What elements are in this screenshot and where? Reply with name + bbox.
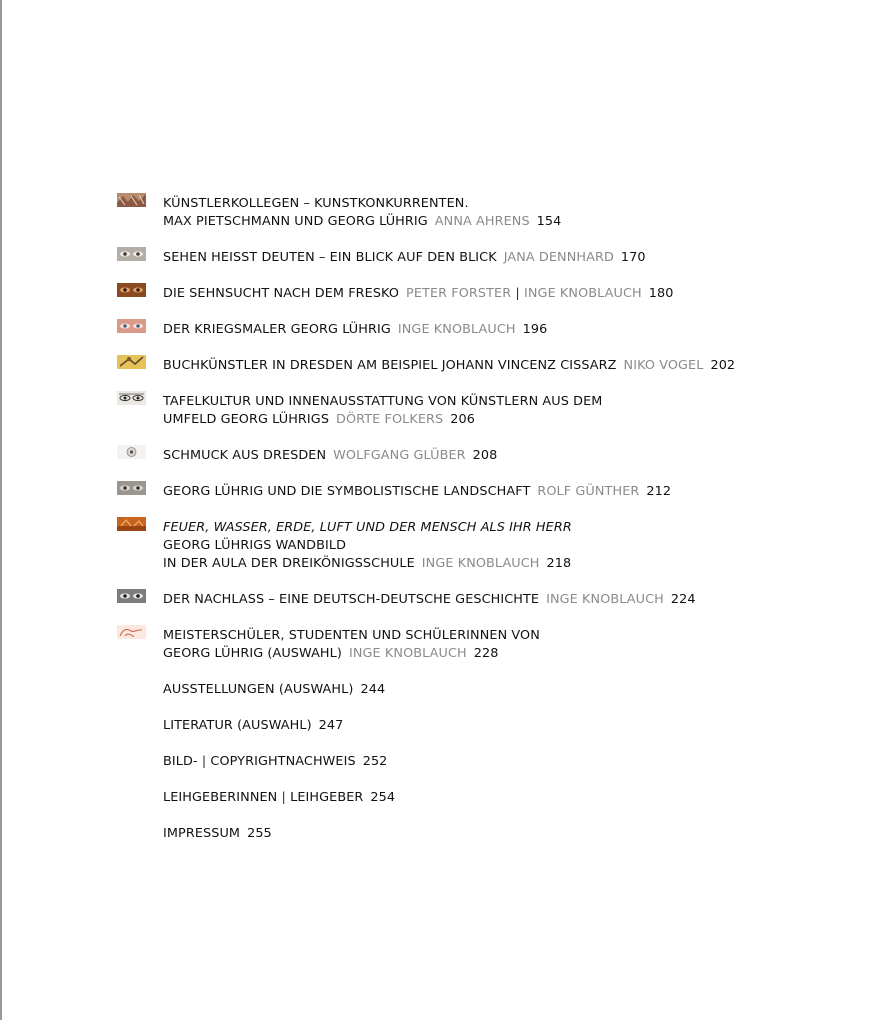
toc-entry[interactable]	[117, 483, 837, 501]
entry-page-number: 244	[360, 682, 386, 697]
title-separator: |	[201, 754, 207, 769]
entry-page-number: 196	[522, 322, 548, 337]
toc-entry[interactable]	[117, 357, 837, 375]
toc-entry[interactable]	[117, 753, 837, 771]
entry-title-line: IMPRESSUM	[163, 826, 241, 841]
entry-author: INGE KNOBLAUCH	[524, 286, 642, 301]
toc-entry[interactable]	[117, 195, 837, 231]
entry-page-number: 247	[318, 718, 344, 733]
toc-entry[interactable]	[117, 447, 837, 465]
entry-author: NIKO VOGEL	[623, 358, 704, 373]
entry-title-line: GEORG LÜHRIG UND DIE SYMBOLISTISCHE LANDSCHAFT	[163, 484, 531, 499]
entry-author: DÖRTE FOLKERS	[336, 412, 444, 427]
entry-page-number: 254	[370, 790, 396, 805]
eyes-thumbnail	[117, 283, 146, 297]
entry-title-line: IN DER AULA DER DREIKÖNIGSSCHULE	[163, 556, 415, 571]
toc-entry[interactable]	[117, 789, 837, 807]
entry-title-line: AUSSTELLUNGEN (AUSWAHL)	[163, 682, 354, 697]
entry-author: INGE KNOBLAUCH	[397, 322, 516, 337]
entry-page-number: 255	[247, 826, 272, 841]
table-of-contents	[117, 195, 837, 861]
entry-page-number: 170	[620, 250, 646, 265]
entry-title-line: UMFELD GEORG LÜHRIGS	[163, 412, 330, 427]
entry-page-number: 206	[450, 412, 475, 427]
toc-entry[interactable]	[117, 591, 837, 609]
brooch-thumbnail	[117, 445, 146, 459]
entry-page-number: 208	[472, 448, 498, 463]
entry-title-part: COPYRIGHTNACHWEIS	[210, 754, 356, 769]
entry-page-number: 154	[536, 214, 562, 229]
ornament-thumbnail	[117, 355, 146, 369]
entry-page-number: 224	[670, 592, 696, 607]
entry-title-line: MAX PIETSCHMANN UND GEORG LÜHRIG	[163, 214, 428, 229]
entry-title-line: GEORG LÜHRIGS WANDBILD	[163, 538, 347, 553]
entry-title-line: TAFELKULTUR UND INNENAUSSTATTUNG VON KÜNSTLERN AUS DEM	[163, 394, 603, 409]
entry-title-line: KÜNSTLERKOLLEGEN – KUNSTKONKURRENTEN.	[163, 196, 469, 211]
entry-title-line: SCHMUCK AUS DRESDEN	[163, 448, 327, 463]
entry-title-part: LEIHGEBERINNEN	[163, 790, 278, 805]
eyes-thumbnail	[117, 319, 146, 333]
entry-title-part: BILD-	[163, 754, 198, 769]
toc-entry[interactable]	[117, 285, 837, 303]
entry-author: PETER FORSTER	[406, 286, 512, 301]
entry-title-line: DER KRIEGSMALER GEORG LÜHRIG	[163, 322, 391, 337]
toc-entry[interactable]	[117, 825, 837, 843]
entry-page-number: 252	[362, 754, 388, 769]
eyes-drawing-thumbnail	[117, 481, 146, 495]
entry-italic-title: FEUER, WASSER, ERDE, LUFT UND DER MENSCH ALS IHR HERR	[163, 520, 572, 535]
entry-page-number: 212	[646, 484, 672, 499]
entry-author: ANNA AHRENS	[434, 214, 530, 229]
toc-entry[interactable]	[117, 393, 837, 429]
entry-title-line: SEHEN HEISST DEUTEN – EIN BLICK AUF DEN BLICK	[163, 250, 497, 265]
toc-entry[interactable]	[117, 717, 837, 735]
entry-title-line: DIE SEHNSUCHT NACH DEM FRESKO	[163, 286, 400, 301]
fresco-thumbnail	[117, 517, 146, 531]
eyes-sketch-thumbnail	[117, 391, 146, 405]
toc-entry[interactable]	[117, 249, 837, 267]
page-edge	[0, 0, 2, 1020]
toc-entry[interactable]	[117, 627, 837, 663]
toc-entry[interactable]	[117, 681, 837, 699]
toc-entry[interactable]	[117, 519, 837, 573]
entry-page-number: 228	[473, 646, 499, 661]
entry-page-number: 218	[546, 556, 572, 571]
entry-title-line: GEORG LÜHRIG (AUSWAHL)	[163, 646, 342, 661]
hand-sketch-thumbnail	[117, 625, 146, 639]
eyes-thumbnail	[117, 589, 146, 603]
entry-title-part: LEIHGEBER	[290, 790, 364, 805]
entry-title-line: BUCHKÜNSTLER IN DRESDEN AM BEISPIEL JOHANN VINCENZ CISSARZ	[163, 358, 617, 373]
entry-author: INGE KNOBLAUCH	[546, 592, 664, 607]
entry-page-number: 202	[710, 358, 736, 373]
entry-author: ROLF GÜNTHER	[537, 484, 640, 499]
entry-title-line: MEISTERSCHÜLER, STUDENTEN UND SCHÜLERINNEN VON	[163, 628, 540, 643]
title-separator: |	[281, 790, 286, 805]
entry-title-line: LITERATUR (AUSWAHL)	[163, 718, 312, 733]
toc-entry[interactable]	[117, 321, 837, 339]
entry-author: INGE KNOBLAUCH	[421, 556, 540, 571]
entry-author: WOLFGANG GLÜBER	[333, 448, 466, 463]
eyes-thumbnail	[117, 247, 146, 261]
entry-title-line: DER NACHLASS – EINE DEUTSCH-DEUTSCHE GESCHICHTE	[163, 592, 540, 607]
entry-author: JANA DENNHARD	[503, 250, 614, 265]
entry-author: INGE KNOBLAUCH	[348, 646, 467, 661]
painting-detail-thumbnail	[117, 193, 146, 207]
entry-page-number: 180	[648, 286, 674, 301]
author-separator: |	[515, 286, 520, 301]
